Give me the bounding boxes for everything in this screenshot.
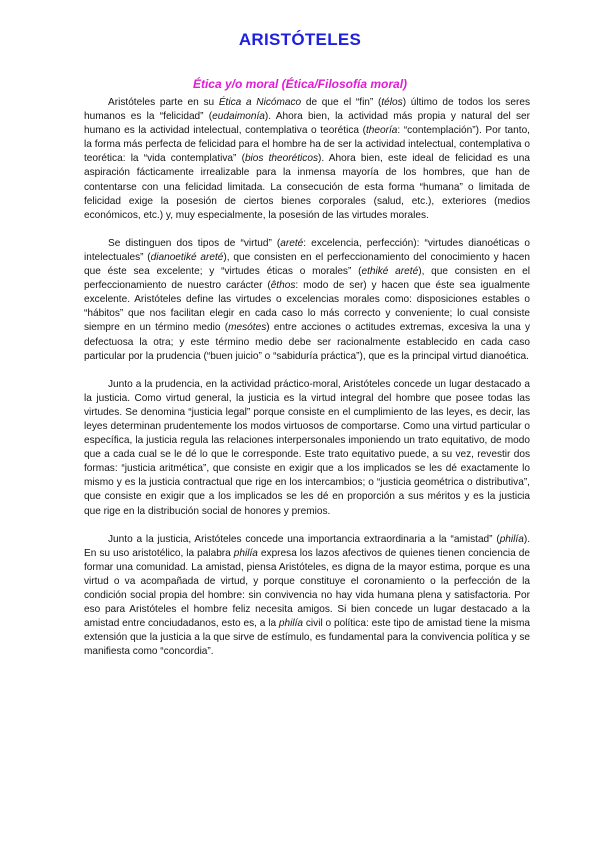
italic-term: mesótes [228,322,267,334]
text-run: ), que consisten en el perfeccionamiento de nuestro carácter ( [84,266,531,292]
text-run: civil o política: este tipo de amistad tiene la misma extensión que la justicia a la que sirve de estímulo, es fundamental para la convivencia política y se manifiesta como “concordia”. [84,618,530,658]
italic-term: bios theoréticos [244,153,318,165]
text-run: Junto a la justicia, Aristóteles concede una importancia extraordinaria a la “amistad” ( [108,533,500,545]
italic-term: Ética a Nicómaco [218,97,302,108]
text-run: ) entre acciones o actitudes extremas, excesiva la una y defectuosa la otra; y este término medio debe ser racionalmente establecido en cada caso particular por la prudencia (“buen juicio” o “sabiduría práctica”), que es la principal virtud dianoética. [84,322,530,362]
text-run: Aristóteles parte en su [108,97,219,108]
text-run: ) último de todos los seres humanos es la “felicidad” ( [84,97,530,123]
italic-term: philía [499,533,524,545]
italic-term: télos [381,97,403,108]
italic-term: philía [233,547,258,559]
text-run: de que el “fin” ( [301,97,382,108]
text-run: Se distinguen dos tipos de “virtud” ( [108,237,281,249]
section-subtitle: Ética y/o moral (Ética/Filosofía moral) [192,77,408,91]
text-run: : “contemplación”). Por tanto, la forma más perfecta de felicidad para el hombre ha de ser la actividad intelectual, contemplativa o teorética: la “vida contemplativa” ( [84,125,530,165]
text-run: : modo de ser) y hacen que éste sea igualmente excelente. Aristóteles define las virtudes o excelencias morales como: disposiciones estables o “hábitos” que nos facilitan elegir en cada caso lo más correcto y conveniente; lo cual consiste siempre en un término medio ( [84,280,530,334]
text-run: ). En su uso aristotélico, la palabra [84,533,530,559]
paragraph [84,533,530,660]
text-run: : excelencia, perfección): “virtudes dianoéticas o intelectuales” ( [84,237,530,263]
page-title: ARISTÓTELES [238,30,362,49]
italic-term: êthos [270,280,296,292]
text-run: expresa los lazos afectivos de quienes tienen conciencia de formar una comunidad. La amistad, piensa Aristóteles, es digna de la mayor estima, porque es una virtud o va acompañada de virtud, y porque constituye el coronamiento o la perfección de la condición social propia del hombre: sin convivencia no hay vida humana plena y satisfactoria. Por eso para Aristóteles el hombre feliz necesita amigos. Si bien concede un lugar destacado a la amistad entre conciudadanos, esto es, a la [84,547,531,630]
text-run: ), que consisten en el perfeccionamiento del conocimiento y hacen que éste sea excelente; y “virtudes éticas o morales” ( [84,251,530,278]
text-run: Junto a la prudencia, en la actividad práctico-moral, Aristóteles concede un lugar destacado a la justicia. Como virtud general, la justicia es la virtud integral del hombre que posee todas las virtudes. Se denomina “justicia legal” porque consiste en el cumplimiento de las leyes, es decir, las leyes determinan prudentemente los modos virtuosos de comportarse. Como una virtud particular o específica, la justicia regula las relaciones interpersonales imponiendo un trato equitativo, de modo que a cada cual se le dé lo que le corresponde. Este trato equitativo puede, a su vez, revestir dos formas: “justicia aritmética”, que consiste en exigir que a los implicados se les dé exactamente lo mismo y es la justicia contractual que rige en los intercambios; o “justicia geométrica o distributiva”, que consiste en exigir que a los implicados se les dé en proporción a sus méritos y es la justicia que rige en la distribución social de honores y premios. [84,378,530,517]
text-run: ). Ahora bien, este ideal de felicidad es una aspiración fácticamente irrealizable para la inmensa mayoría de los hombres, que han de contentarse con una felicidad limitada. La consecución de esta forma “humana” o limitada de felicidad exige la posesión de ciertos bienes corporales (salud, etc.), exteriores (medios económicos, etc.) y, muy especialmente, la posesión de las virtudes morales. [84,153,530,221]
body-text [84,96,530,673]
italic-term: ethiké areté [361,266,419,278]
italic-term: areté [280,237,304,249]
paragraph [84,378,530,519]
italic-term: theoría [365,125,398,137]
paragraph [84,96,530,223]
paragraph [84,237,530,364]
italic-term: dianoetiké areté [150,251,224,263]
italic-term: philía [278,618,304,630]
text-run: ). Ahora bien, la actividad más propia y natural del ser humano es la actividad intelectual, contemplativa o teorética ( [84,111,531,137]
italic-term: eudaimonía [212,111,265,123]
